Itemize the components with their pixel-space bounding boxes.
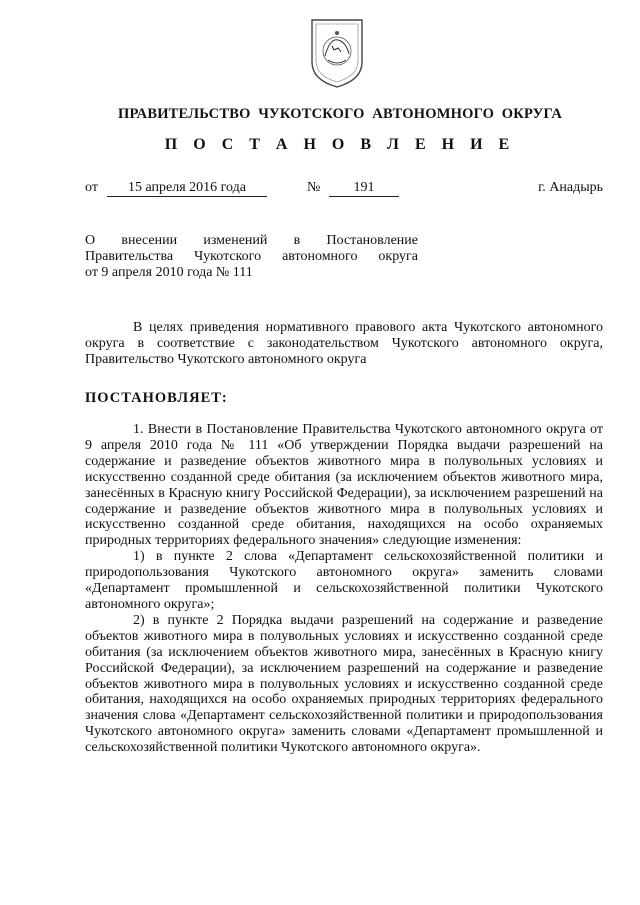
resolution-item: 2) в пункте 2 Порядка выдачи разрешений на содержание и разведение объектов животного мира в полувольных условиях и искусственно созданной среде обитания (за исключением объектов животного мира, занесённых в Красную книгу Российской Федерации), за исключением разрешений на содержание и разведение объектов животного мира в полувольных условиях и искусственно созданной среде обитания, находящихся на особо охраняемых природных территориях федерального значения слова «Департамент сельскохозяйственной политики и природопользования Чукотского автономного округа» заменить словами «Департамент промышленной и сельскохозяйственной политики Чукотского автономного округа». [85,612,603,756]
coat-of-arms-emblem [308,16,366,90]
resolution-items [85,422,603,756]
subject-line: О внесении изменений в Постановление [85,233,418,248]
city-name: г. Анадырь [538,180,603,195]
resolution-item: 1. Внести в Постановление Правительства Чукотского автономного округа от 9 апреля 2010 года № 111 «Об утверждении Порядка выдачи разрешений на содержание и разведение объектов животного мира в полувольных условиях и искусственно созданной среде обитания (за исключением объектов животного мира, занесённых в Красную книгу Российской Федерации), за исключением разрешений на содержание и разведение объектов животного мира в полувольных условиях и искусственно созданной среде обитания, находящихся на особо охраняемых природных территориях федерального значения» следующие изменения: [85,422,603,549]
subject-line: от 9 апреля 2010 года № 111 [85,265,253,280]
document-number: 191 [329,180,399,197]
document-subject [85,233,418,281]
date-line [85,180,603,200]
document-type-title: П О С Т А Н О В Л Е Н И Е [164,136,516,153]
subject-line: Правительства Чукотского автономного округа [85,249,418,264]
date-prefix: от [85,180,98,195]
resolution-item: 1) в пункте 2 слова «Департамент сельскохозяйственной политики и природопользования Чукотского автономного округа» заменить словами «Департамент промышленной и сельскохозяйственной политики Чукотского автономного округа»; [85,549,603,612]
number-sign: № [307,180,321,195]
government-title: ПРАВИТЕЛЬСТВО ЧУКОТСКОГО АВТОНОМНОГО ОКРУГА [117,106,563,122]
resolve-heading: ПОСТАНОВЛЯЕТ: [85,390,228,406]
date-value: 15 апреля 2016 года [107,180,267,197]
preamble-paragraph: В целях приведения нормативного правового акта Чукотского автономного округа в соответствие с законодательством Чукотского автономного округа, Правительство Чукотского автономного округа [85,320,603,367]
